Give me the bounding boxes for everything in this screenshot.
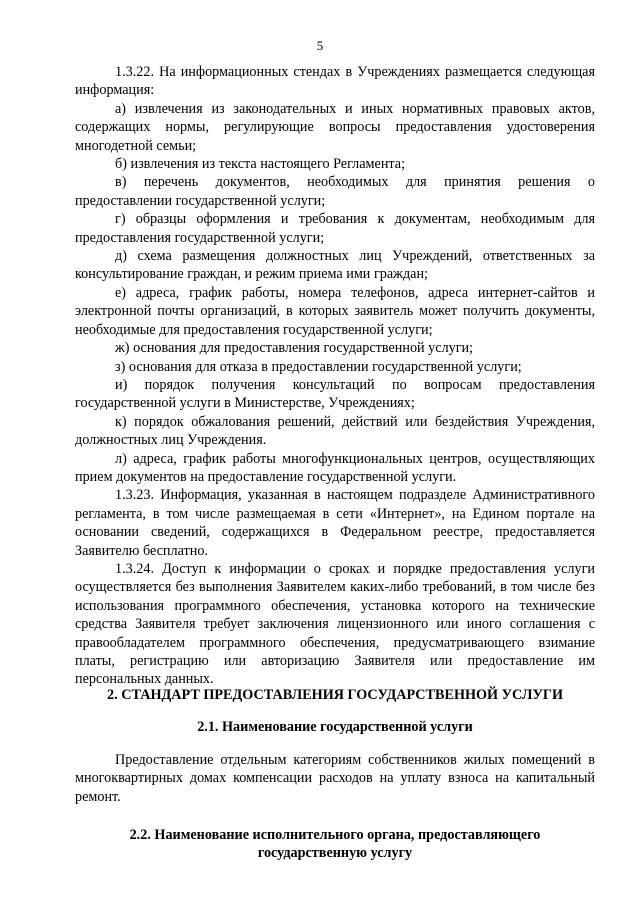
list-item-b: б) извлечения из текста настоящего Регламента;	[115, 156, 406, 173]
list-item-z: з) основания для отказа в предоставлении государственной услуги;	[115, 358, 522, 375]
subsection-heading-2-2: 2.2. Наименование исполнительного органа, предоставляющего государственную услугу	[129, 827, 541, 862]
section-heading: 2. СТАНДАРТ ПРЕДОСТАВЛЕНИЯ ГОСУДАРСТВЕННОЙ УСЛУГИ	[107, 687, 563, 703]
list-item-d: д) схема размещения должностных лиц Учреждений, ответственных за консультирование граждан, и режим приема ими граждан;	[75, 248, 595, 283]
subsection-heading-2-1: 2.1. Наименование государственной услуги	[197, 719, 473, 735]
body-text	[75, 63, 595, 689]
paragraph-1-3-23: 1.3.23. Информация, указанная в настоящем подразделе Административного регламента, в том числе размещаемая в сети «Интернет», на Едином портале на основании сведений, содержащихся в Федеральном реестре, предоставляется Заявителю бесплатно.	[75, 487, 595, 559]
list-item-k: к) порядок обжалования решений, действий или бездействия Учреждения, должностных лиц Учреждения.	[75, 413, 595, 449]
list-item-l: л) адреса, график работы многофункциональных центров, осуществляющих прием документов на предоставление государственной услуги.	[75, 450, 595, 485]
list-item-zh: ж) основания для предоставления государственной услуги;	[115, 340, 474, 357]
list-item-i: и) порядок получения консультаций по вопросам предоставления государственной услуги в Министерстве, Учреждениях;	[75, 376, 595, 412]
list-item-g: г) образцы оформления и требования к документам, необходимым для предоставления государственной услуги;	[75, 211, 595, 246]
service-name-paragraph: Предоставление отдельным категориям собственников жилых помещений в многоквартирных домах компенсации расходов на уплату взноса на капитальный ремонт.	[75, 752, 595, 805]
list-item-v: в) перечень документов, необходимых для принятия решения о предоставлении государственной услуги;	[75, 174, 595, 209]
paragraph-1-3-22: 1.3.22. На информационных стендах в Учреждениях размещается следующая информация:	[75, 64, 595, 99]
paragraph-1-3-24: 1.3.24. Доступ к информации о сроках и порядке предоставления услуги осуществляется без выполнения Заявителем каких-либо требований, в том числе без использования программного обеспечения, установка которого на технические средства Заявителя требует заключения лицензионного или иного соглашения с правообладателем программного обеспечения, предусматривающего взимание платы, регистрацию или авторизацию Заявителя или предоставление им персональных данных.	[75, 560, 595, 688]
page-number: 5	[316, 38, 324, 53]
list-item-e: е) адреса, график работы, номера телефонов, адреса интернет-сайтов и электронной почты организаций, в которых заявитель может получить документы, необходимые для предоставления государственной услуги;	[75, 284, 595, 338]
list-item-a: а) извлечения из законодательных и иных нормативных правовых актов, содержащих нормы, регулирующие вопросы предоставления удостоверения многодетной семьи;	[75, 100, 595, 154]
